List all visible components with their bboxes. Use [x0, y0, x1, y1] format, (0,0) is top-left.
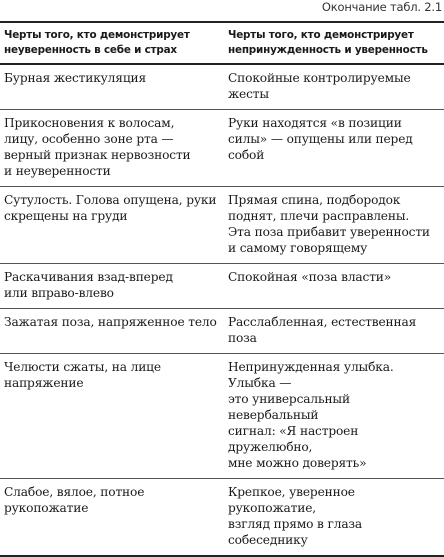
table-cell-insecurity: Бурная жестикуляция — [0, 64, 222, 110]
table-cell-insecurity: Слабое, вялое, потное рукопожатие — [0, 479, 222, 557]
table-row — [0, 309, 444, 354]
table-row — [0, 187, 444, 264]
comparison-table — [0, 21, 444, 557]
table-cell-confidence: Непринужденная улыбка. Улыбка — это универсальный невербальный сигнал: «Я настроен дружелюбно, мне можно доверять» — [222, 354, 444, 479]
table-cell-confidence: Руки находятся «в позиции силы» — опущены или перед собой — [222, 110, 444, 187]
table-cell-confidence: Крепкое, уверенное рукопожатие, взгляд прямо в глаза собеседнику — [222, 479, 444, 557]
table-row — [0, 354, 444, 479]
table-header-row — [0, 22, 444, 64]
column-header-insecurity: Черты того, кто демонстрирует неуверенность в себе и страх — [0, 22, 222, 64]
table-row — [0, 479, 444, 557]
table-cell-insecurity: Раскачивания взад-вперед или вправо-влево — [0, 264, 222, 309]
table-cell-insecurity: Сутулость. Голова опущена, руки скрещены на груди — [0, 187, 222, 264]
column-header-confidence: Черты того, кто демонстрирует непринужденность и уверенность — [222, 22, 444, 64]
table-cell-confidence: Спокойные контролируемые жесты — [222, 64, 444, 110]
table-row — [0, 110, 444, 187]
table-cell-confidence: Прямая спина, подбородок поднят, плечи расправлены. Эта поза прибавит уверенности и самому говорящему — [222, 187, 444, 264]
table-caption: Окончание табл. 2.1 — [321, 0, 442, 14]
table-cell-insecurity: Челюсти сжаты, на лице напряжение — [0, 354, 222, 479]
table-cell-confidence: Расслабленная, естественная поза — [222, 309, 444, 354]
table-cell-insecurity: Прикосновения к волосам, лицу, особенно зоне рта — верный признак нервозности и неуверенности — [0, 110, 222, 187]
table-cell-confidence: Спокойная «поза власти» — [222, 264, 444, 309]
table-cell-insecurity: Зажатая поза, напряженное тело — [0, 309, 222, 354]
table-row — [0, 64, 444, 110]
table-row — [0, 264, 444, 309]
